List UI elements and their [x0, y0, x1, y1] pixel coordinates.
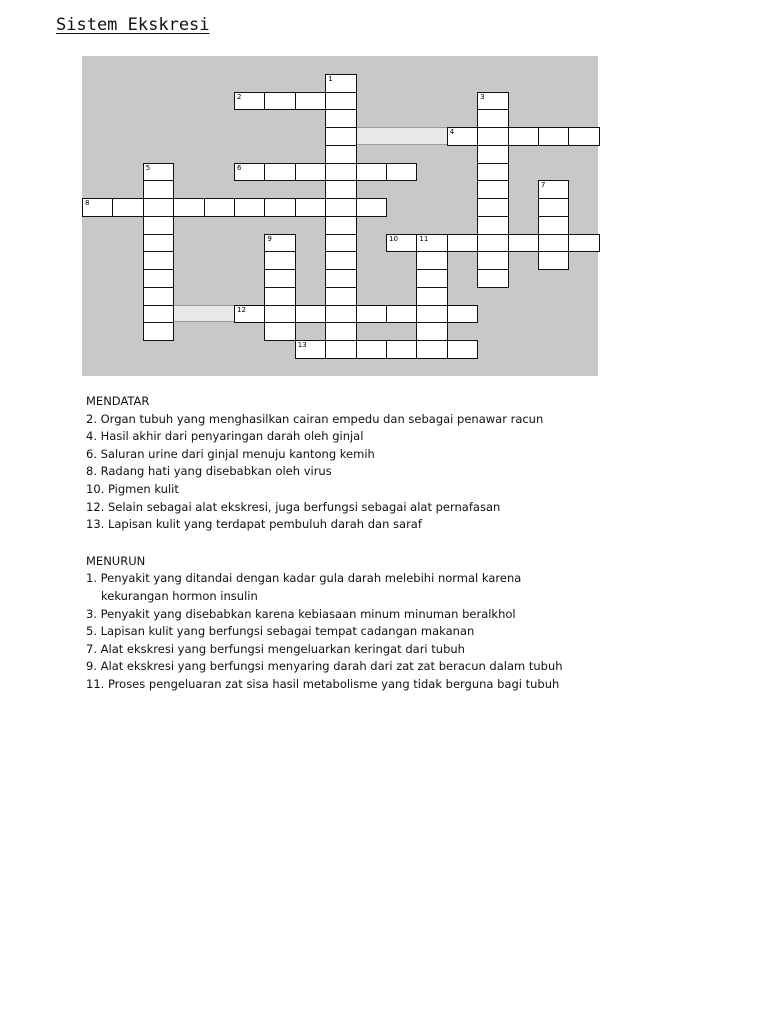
- crossword-cell[interactable]: [447, 234, 478, 253]
- crossword-cell[interactable]: [325, 340, 356, 359]
- down-heading: MENURUN: [86, 553, 146, 568]
- crossword-cell[interactable]: [538, 127, 569, 146]
- crossword-cell[interactable]: [325, 180, 356, 199]
- crossword-cell[interactable]: [416, 305, 447, 324]
- crossword-cell[interactable]: [325, 234, 356, 253]
- crossword-cell[interactable]: [356, 340, 387, 359]
- clue-number: 1: [328, 74, 333, 83]
- crossword-cell[interactable]: [173, 198, 204, 217]
- crossword-cell[interactable]: [477, 163, 508, 182]
- clue-across-2: 2. Organ tubuh yang menghasilkan cairan empedu dan sebagai penawar racun: [86, 411, 544, 426]
- down-clue-list: [86, 570, 726, 693]
- crossword-cell[interactable]: [295, 340, 326, 359]
- crossword-cell[interactable]: [264, 287, 295, 306]
- crossword-cell[interactable]: [325, 163, 356, 182]
- clue-down-1-continuation: kekurangan hormon insulin: [101, 588, 258, 603]
- clue-number: 13: [297, 341, 307, 349]
- crossword-cell[interactable]: [568, 234, 599, 253]
- crossword-cell[interactable]: [264, 198, 295, 217]
- crossword-cell[interactable]: [477, 234, 508, 253]
- crossword-cell[interactable]: [143, 180, 174, 199]
- clues-section: [86, 393, 726, 694]
- clue-across-12: 12. Selain sebagai alat ekskresi, juga berfungsi sebagai alat pernafasan: [86, 499, 501, 514]
- clue-across-4: 4. Hasil akhir dari penyaringan darah oleh ginjal: [86, 429, 364, 444]
- crossword-cell[interactable]: [386, 163, 417, 182]
- crossword-cell[interactable]: [508, 234, 539, 253]
- page-title: Sistem Ekskresi: [56, 15, 210, 35]
- crossword-cell[interactable]: [416, 287, 447, 306]
- clue-number: 11: [419, 234, 429, 243]
- crossword-cell[interactable]: [325, 216, 356, 235]
- crossword-cell[interactable]: [143, 269, 174, 288]
- grid-gap: [173, 305, 234, 323]
- clue-number: 12: [237, 305, 246, 314]
- crossword-cell[interactable]: [325, 74, 356, 93]
- crossword-cell[interactable]: [325, 127, 356, 146]
- crossword-cell[interactable]: [143, 216, 174, 235]
- crossword-cell[interactable]: [234, 163, 265, 182]
- grid-gap: [356, 127, 447, 145]
- crossword-cell[interactable]: [234, 305, 265, 324]
- clue-down-1: [86, 570, 726, 605]
- crossword-cell[interactable]: [477, 269, 508, 288]
- crossword-cell[interactable]: [477, 109, 508, 128]
- crossword-cell[interactable]: [447, 127, 478, 146]
- across-heading: MENDATAR: [86, 394, 150, 408]
- crossword-cell[interactable]: [143, 322, 174, 341]
- crossword-cell[interactable]: [416, 322, 447, 341]
- crossword-cell[interactable]: [295, 92, 326, 111]
- crossword-cell[interactable]: [538, 216, 569, 235]
- crossword-cell[interactable]: [325, 305, 356, 324]
- clue-number: 6: [237, 163, 242, 172]
- clue-number: 8: [85, 199, 90, 207]
- crossword-cell[interactable]: [295, 163, 326, 182]
- clue-number: 4: [449, 128, 455, 136]
- crossword-cell[interactable]: [447, 340, 478, 359]
- clue-number: 2: [237, 92, 242, 101]
- crossword-cell[interactable]: [143, 198, 174, 217]
- clue-across-10: 10. Pigmen kulit: [86, 481, 179, 496]
- crossword-cell[interactable]: [295, 305, 326, 324]
- crossword-cell[interactable]: [538, 198, 569, 217]
- crossword-cell[interactable]: [234, 92, 265, 111]
- crossword-cell[interactable]: [538, 180, 569, 199]
- crossword-cell[interactable]: [204, 198, 235, 217]
- clue-across-6: 6. Saluran urine dari ginjal menuju kantong kemih: [86, 446, 375, 461]
- clue-number: 5: [145, 163, 151, 172]
- crossword-cell[interactable]: [416, 251, 447, 270]
- crossword-cell[interactable]: [325, 251, 356, 270]
- crossword-cell[interactable]: [477, 198, 508, 217]
- crossword-cell[interactable]: [325, 269, 356, 288]
- across-clue-list: [86, 411, 726, 534]
- crossword-cell[interactable]: [508, 127, 539, 146]
- crossword-cell[interactable]: [386, 340, 417, 359]
- clue-number: 3: [480, 92, 485, 101]
- crossword-cell[interactable]: [416, 340, 447, 359]
- crossword-cell[interactable]: [356, 163, 387, 182]
- clue-number: 9: [267, 234, 272, 243]
- crossword-grid: [82, 56, 598, 376]
- crossword-cell[interactable]: [143, 287, 174, 306]
- crossword-cell[interactable]: [416, 234, 447, 253]
- crossword-cell[interactable]: [477, 145, 508, 164]
- clue-down-11: 11. Proses pengeluaran zat sisa hasil metabolisme yang tidak berguna bagi tubuh: [86, 676, 560, 691]
- crossword-cell[interactable]: [264, 322, 295, 341]
- crossword-cell[interactable]: [264, 305, 295, 324]
- clue-down-7: 7. Alat ekskresi yang berfungsi mengeluarkan keringat dari tubuh: [86, 641, 465, 656]
- crossword-cell[interactable]: [477, 216, 508, 235]
- crossword-cell[interactable]: [82, 198, 113, 217]
- clue-down-3: 3. Penyakit yang disebabkan karena kebiasaan minum minuman beralkhol: [86, 606, 516, 621]
- crossword-cell[interactable]: [143, 251, 174, 270]
- crossword-cell[interactable]: [325, 109, 356, 128]
- crossword-cell[interactable]: [538, 234, 569, 253]
- crossword-cell[interactable]: [386, 234, 417, 253]
- crossword-cell[interactable]: [568, 127, 599, 146]
- clue-down-5: 5. Lapisan kulit yang berfungsi sebagai tempat cadangan makanan: [86, 624, 475, 639]
- crossword-cell[interactable]: [325, 198, 356, 217]
- clue-number: 7: [541, 181, 546, 190]
- crossword-cell[interactable]: [143, 234, 174, 253]
- crossword-cell[interactable]: [477, 180, 508, 199]
- crossword-cell[interactable]: [447, 305, 478, 324]
- clue-number: 10: [389, 234, 398, 243]
- crossword-cell[interactable]: [356, 198, 387, 217]
- crossword-cell[interactable]: [325, 92, 356, 111]
- clue-across-8: 8. Radang hati yang disebabkan oleh virus: [86, 464, 332, 479]
- crossword-cell[interactable]: [234, 198, 265, 217]
- crossword-cell[interactable]: [325, 322, 356, 341]
- crossword-cell[interactable]: [386, 305, 417, 324]
- crossword-cell[interactable]: [143, 163, 174, 182]
- crossword-cell[interactable]: [143, 305, 174, 324]
- crossword-cell[interactable]: [325, 145, 356, 164]
- clue-across-13: 13. Lapisan kulit yang terdapat pembuluh darah dan saraf: [86, 517, 422, 532]
- crossword-cell[interactable]: [264, 269, 295, 288]
- crossword-cell[interactable]: [264, 92, 295, 111]
- crossword-cell[interactable]: [264, 234, 295, 253]
- crossword-cell[interactable]: [477, 127, 508, 146]
- crossword-cell[interactable]: [416, 269, 447, 288]
- crossword-cell[interactable]: [295, 198, 326, 217]
- crossword-cell[interactable]: [325, 287, 356, 306]
- crossword-cell[interactable]: [477, 251, 508, 270]
- crossword-cell[interactable]: [356, 305, 387, 324]
- crossword-cell[interactable]: [112, 198, 143, 217]
- crossword-cell[interactable]: [538, 251, 569, 270]
- clue-down-9: 9. Alat ekskresi yang berfungsi menyaring darah dari zat zat beracun dalam tubuh: [86, 659, 563, 674]
- crossword-cell[interactable]: [477, 92, 508, 111]
- crossword-cell[interactable]: [264, 163, 295, 182]
- clue-down-1-text: 1. Penyakit yang ditandai dengan kadar gula darah melebihi normal karena: [86, 571, 522, 586]
- crossword-cell[interactable]: [264, 251, 295, 270]
